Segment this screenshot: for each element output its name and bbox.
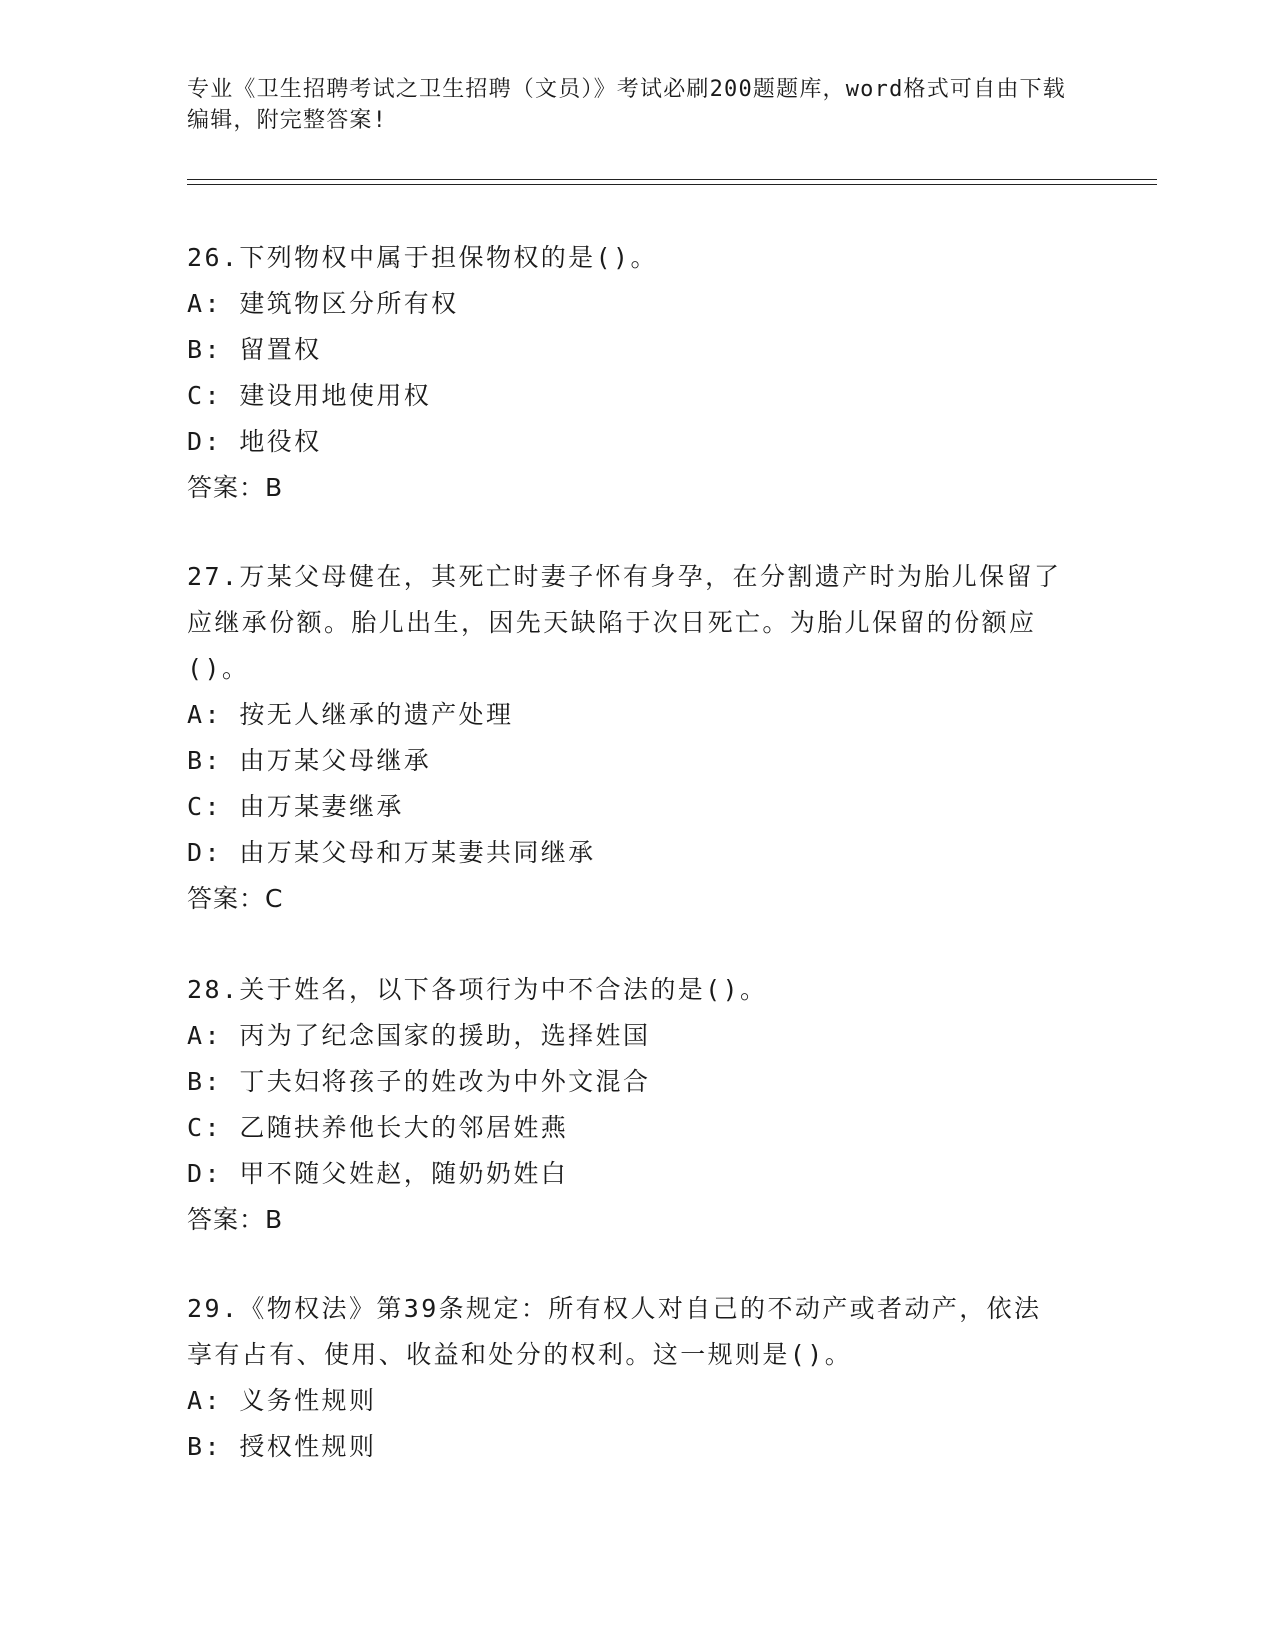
header-divider-bottom bbox=[187, 184, 1157, 185]
question-26 bbox=[187, 235, 1067, 511]
header-divider-top bbox=[187, 179, 1157, 180]
question-stem: 28.关于姓名，以下各项行为中不合法的是()。 bbox=[187, 975, 768, 1004]
option-d: D: 甲不随父姓赵，随奶奶姓白 bbox=[187, 1159, 569, 1188]
option-c: C: 建设用地使用权 bbox=[187, 381, 432, 410]
option-a: A: 建筑物区分所有权 bbox=[187, 289, 459, 318]
option-b: B: 授权性规则 bbox=[187, 1432, 377, 1461]
question-stem: 27.万某父母健在，其死亡时妻子怀有身孕，在分割遗产时为胎儿保留了应继承份额。胎儿出生，因先天缺陷于次日死亡。为胎儿保留的份额应()。 bbox=[187, 562, 1062, 683]
question-29 bbox=[187, 1286, 1067, 1470]
document-header: 专业《卫生招聘考试之卫生招聘（文员）》考试必刷200题题库，word格式可自由下载编辑，附完整答案! bbox=[187, 77, 1066, 133]
question-stem: 29.《物权法》第39条规定：所有权人对自己的不动产或者动产，依法享有占有、使用、收益和处分的权利。这一规则是()。 bbox=[187, 1294, 1042, 1369]
option-d: D: 地役权 bbox=[187, 427, 322, 456]
question-27 bbox=[187, 554, 1067, 922]
option-a: A: 丙为了纪念国家的援助，选择姓国 bbox=[187, 1021, 651, 1050]
answer: 答案：B bbox=[187, 1205, 284, 1234]
option-b: B: 由万某父母继承 bbox=[187, 746, 432, 775]
option-d: D: 由万某父母和万某妻共同继承 bbox=[187, 838, 596, 867]
answer: 答案：C bbox=[187, 884, 284, 913]
option-b: B: 丁夫妇将孩子的姓改为中外文混合 bbox=[187, 1067, 651, 1096]
option-a: A: 义务性规则 bbox=[187, 1386, 377, 1415]
answer: 答案：B bbox=[187, 473, 284, 502]
option-c: C: 乙随扶养他长大的邻居姓燕 bbox=[187, 1113, 569, 1142]
option-c: C: 由万某妻继承 bbox=[187, 792, 404, 821]
option-a: A: 按无人继承的遗产处理 bbox=[187, 700, 514, 729]
question-28 bbox=[187, 967, 1067, 1243]
option-b: B: 留置权 bbox=[187, 335, 322, 364]
question-stem: 26.下列物权中属于担保物权的是()。 bbox=[187, 243, 658, 272]
